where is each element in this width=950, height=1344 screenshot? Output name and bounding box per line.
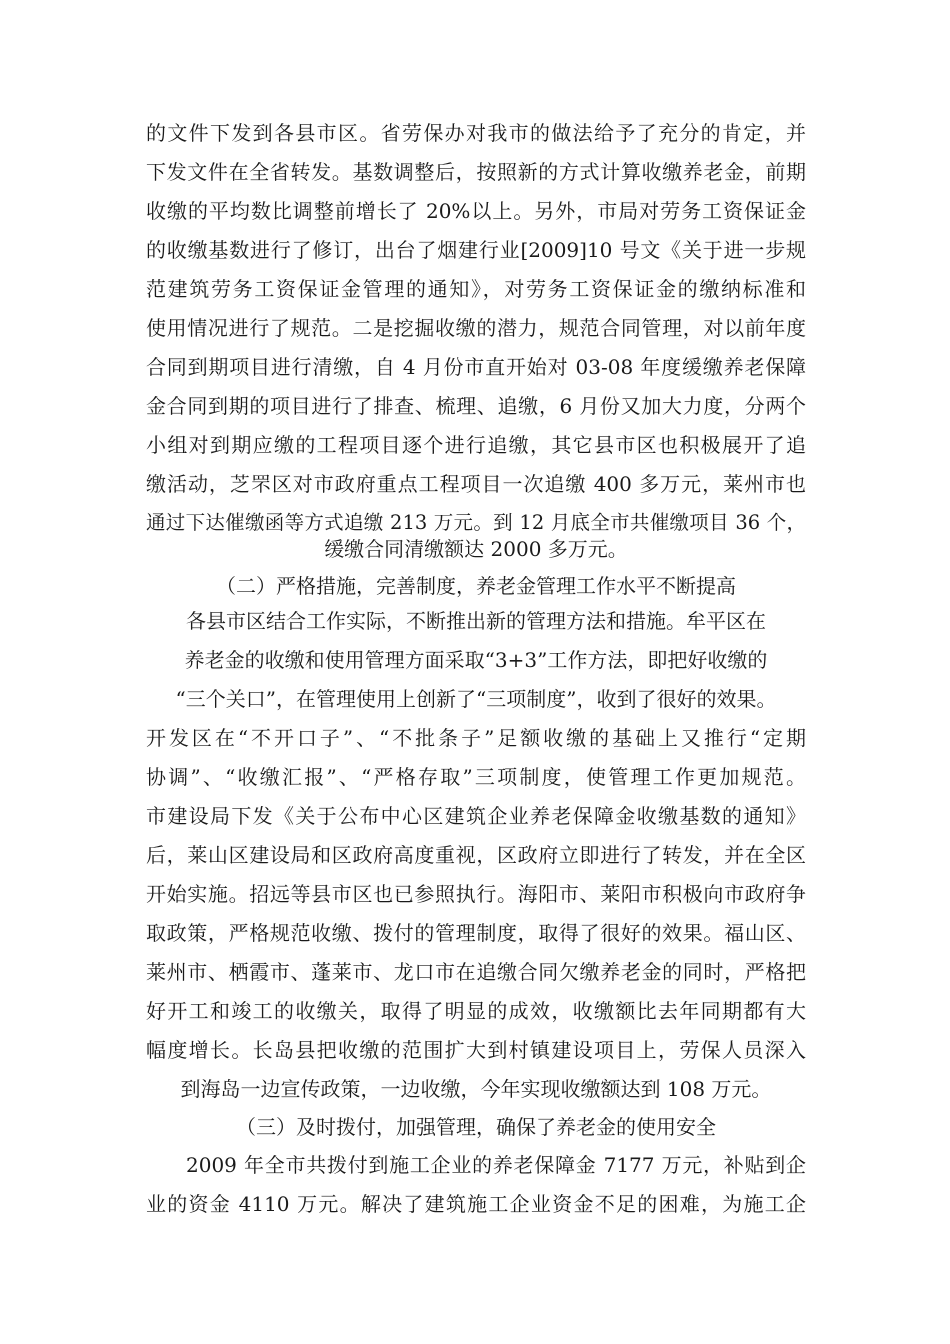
body-text-line: 好开工和竣工的收缴关，取得了明显的成效，收缴额比去年同期都有大 — [146, 999, 806, 1023]
body-text-line: “三个关口”，在管理使用上创新了“三项制度”，收到了很好的效果。 — [175, 687, 777, 711]
body-text-line: 后，莱山区建设局和区政府高度重视，区政府立即进行了转发，并在全区 — [146, 843, 806, 867]
section-heading-3: （三）及时拨付，加强管理，确保了养老金的使用安全 — [236, 1115, 716, 1139]
body-text-line: 莱州市、栖霞市、蓬莱市、龙口市在追缴合同欠缴养老金的同时，严格把 — [146, 960, 806, 984]
body-text-line: 的文件下发到各县市区。省劳保办对我市的做法给予了充分的肯定，并 — [146, 121, 806, 145]
body-text-line: 收缴的平均数比调整前增长了 20%以上。另外，市局对劳务工资保证金 — [146, 199, 806, 223]
body-text-line: 养老金的收缴和使用管理方面采取“3+3”工作方法，即把好收缴的 — [184, 648, 768, 672]
body-text-line: 业的资金 4110 万元。解决了建筑施工企业资金不足的困难，为施工企 — [146, 1192, 806, 1216]
body-text-line: 协调”、“收缴汇报”、“严格存取”三项制度，使管理工作更加规范。 — [146, 765, 806, 789]
body-text-line: 合同到期项目进行清缴，自 4 月份市直开始对 03-08 年度缓缴养老保障 — [146, 355, 806, 379]
body-text-line: 缴活动，芝罘区对市政府重点工程项目一次追缴 400 多万元，莱州市也 — [146, 472, 806, 496]
paragraph-end-line: 缓缴合同清缴额达 2000 多万元。 — [324, 537, 628, 561]
body-text-line: 通过下达催缴函等方式追缴 213 万元。到 12 月底全市共催缴项目 36 个， — [146, 511, 806, 534]
section-heading-2: （二）严格措施，完善制度，养老金管理工作水平不断提高 — [216, 574, 736, 598]
body-text-line: 开始实施。招远等县市区也已参照执行。海阳市、莱阳市积极向市政府争 — [146, 882, 806, 906]
body-text-line: 的收缴基数进行了修订，出台了烟建行业[2009]10 号文《关于进一步规 — [146, 238, 806, 262]
body-text-line: 范建筑劳务工资保证金管理的通知》，对劳务工资保证金的缴纳标准和 — [146, 277, 806, 301]
paragraph-end-line: 到海岛一边宣传政策，一边收缴，今年实现收缴额达到 108 万元。 — [180, 1077, 772, 1101]
body-text-line: 开发区在“不开口子”、“不批条子”足额收缴的基础上又推行“定期 — [146, 726, 806, 750]
paragraph-first-line: 各县市区结合工作实际，不断推出新的管理方法和措施。牟平区在 — [186, 609, 766, 633]
body-text-line: 使用情况进行了规范。二是挖掘收缴的潜力，规范合同管理，对以前年度 — [146, 316, 806, 340]
paragraph-first-line: 2009 年全市共拨付到施工企业的养老保障金 7177 万元，补贴到企 — [186, 1153, 806, 1177]
body-text-line: 市建设局下发《关于公布中心区建筑企业养老保障金收缴基数的通知》 — [146, 804, 806, 828]
body-text-line: 取政策，严格规范收缴、拨付的管理制度，取得了很好的效果。福山区、 — [146, 921, 806, 945]
body-text-line: 下发文件在全省转发。基数调整后，按照新的方式计算收缴养老金，前期 — [146, 160, 806, 184]
body-text-line: 幅度增长。长岛县把收缴的范围扩大到村镇建设项目上，劳保人员深入 — [146, 1038, 806, 1062]
body-text-line: 小组对到期应缴的工程项目逐个进行追缴，其它县市区也积极展开了追 — [146, 433, 806, 457]
body-text-line: 金合同到期的项目进行了排查、梳理、追缴，6 月份又加大力度，分两个 — [146, 394, 806, 418]
